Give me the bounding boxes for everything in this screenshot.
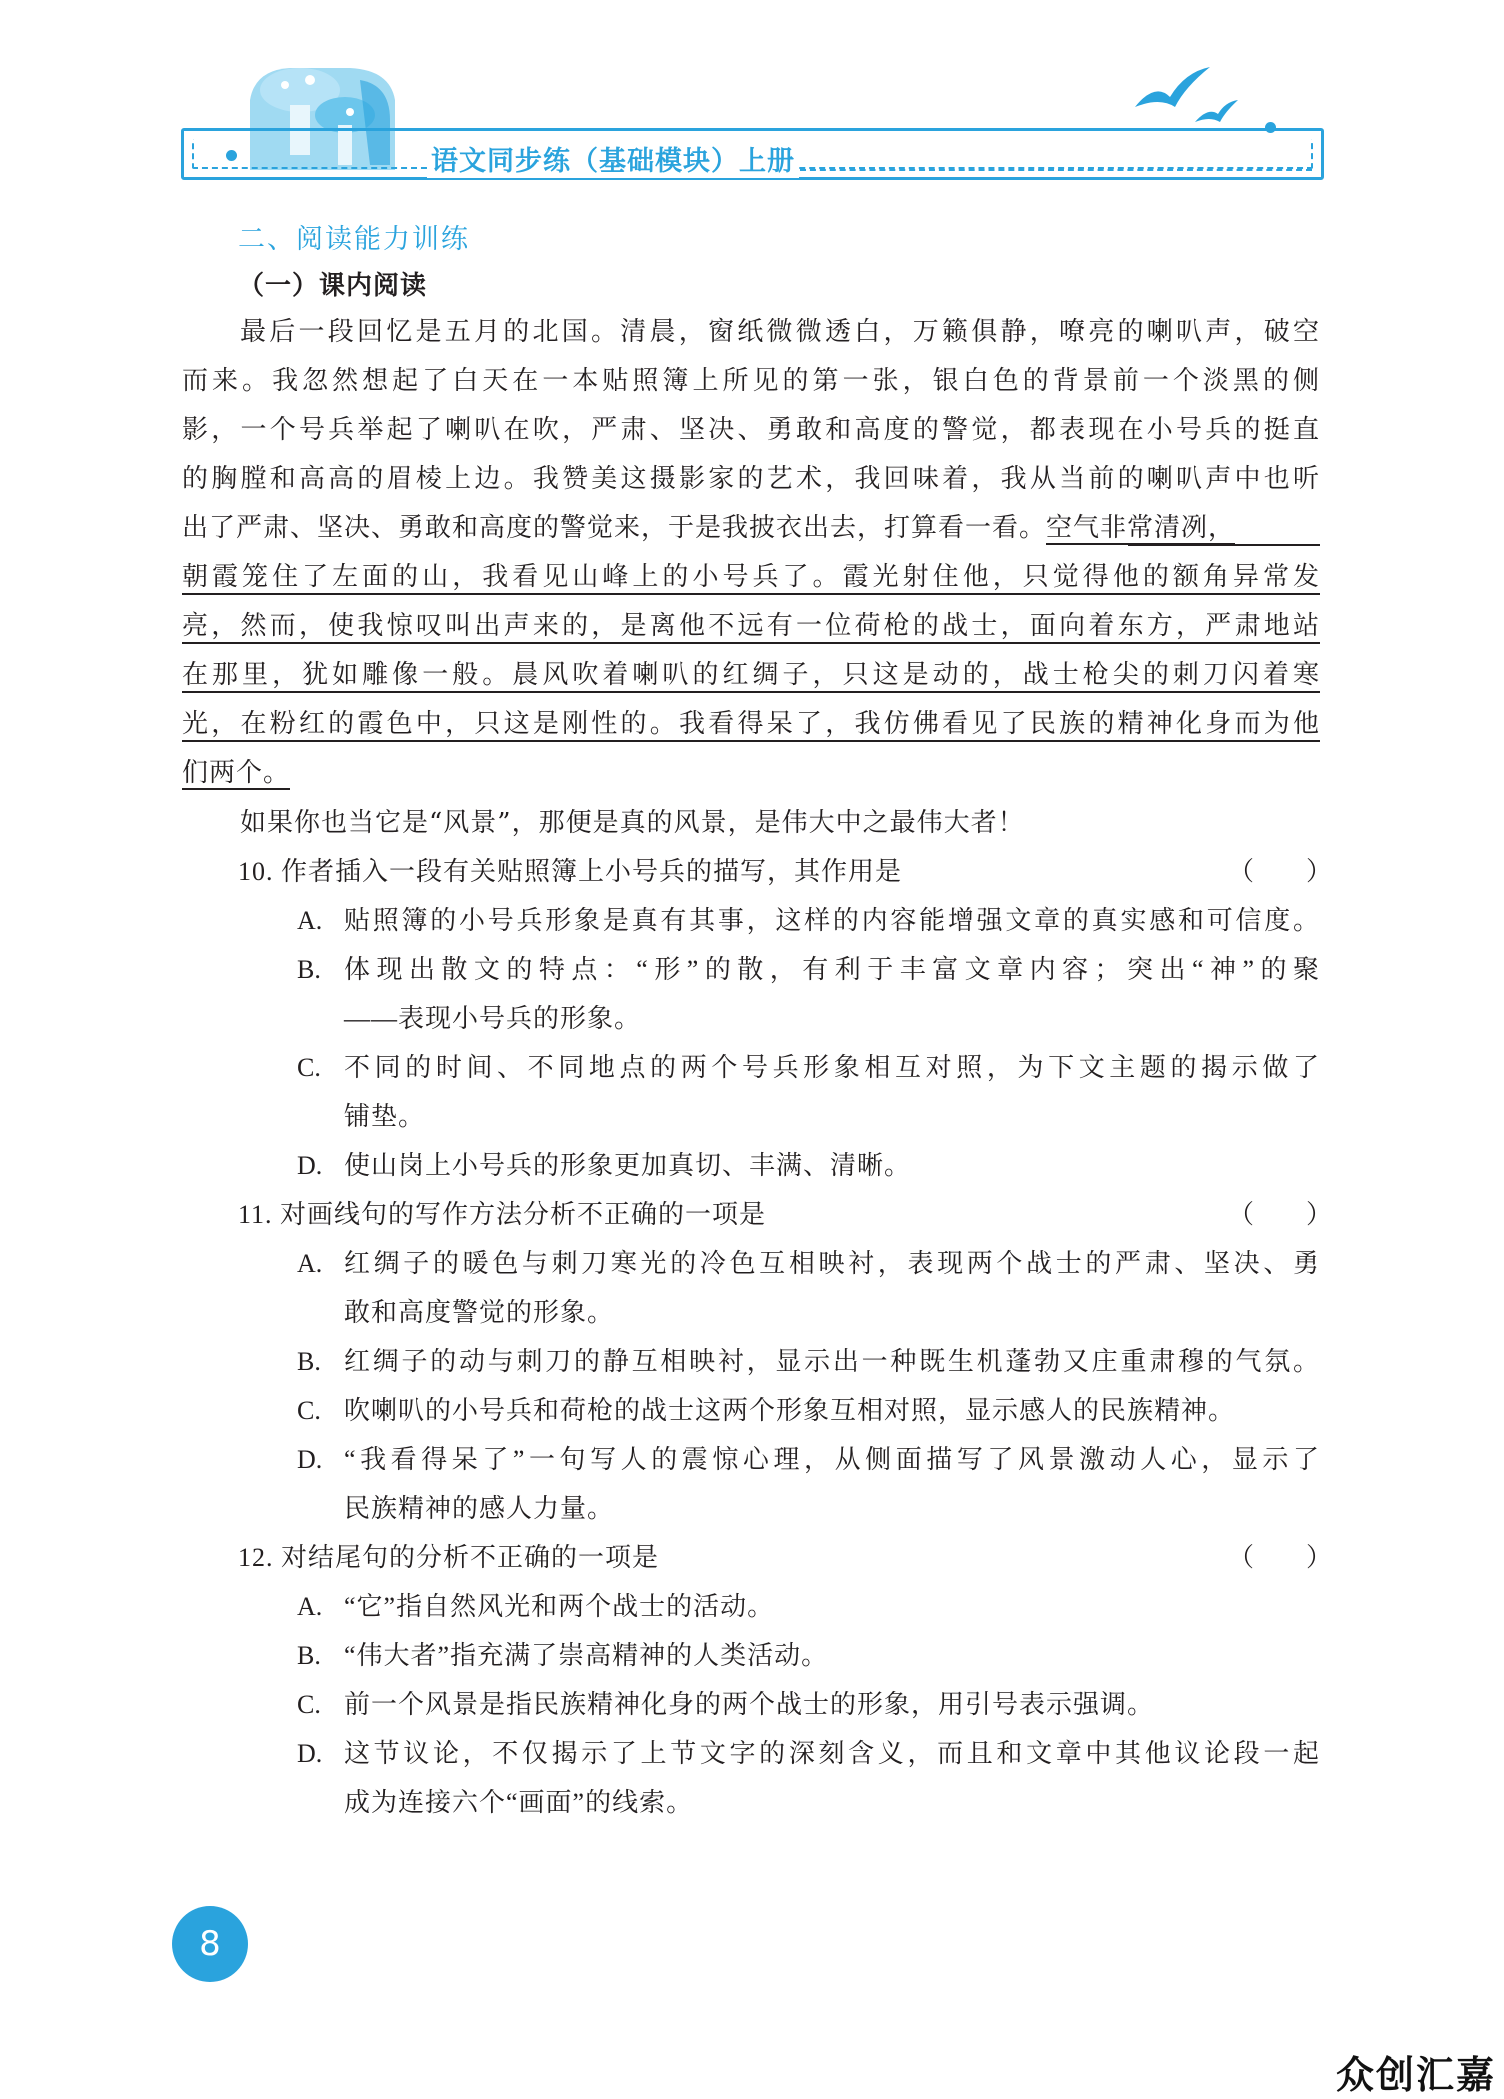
- option-text: 敢和高度警觉的形象。: [344, 1298, 615, 1327]
- title-rule: [800, 169, 1312, 171]
- option-label: B.: [297, 1641, 321, 1670]
- passage-line: 最后一段回忆是五月的北国。清晨，窗纸微微透白，万籁俱静，嘹亮的喇叭声，破空: [240, 317, 1320, 347]
- option-text: 民族精神的感人力量。: [344, 1494, 615, 1523]
- option-label: B.: [297, 1347, 321, 1376]
- option-text: 这节议论，不仅揭示了上节文字的深刻含义，而且和文章中其他议论段一起: [344, 1739, 1320, 1768]
- banner-dot-right: [1265, 122, 1276, 133]
- option-label: D.: [297, 1445, 323, 1474]
- option-text: “它”指自然风光和两个战士的活动。: [344, 1592, 775, 1621]
- underlined-sentence-start: 空气非常清冽，: [1046, 513, 1236, 543]
- underline-rule: [1128, 544, 1320, 546]
- passage-line-underlined: 亮，然而，使我惊叹叫出声来的，是离他不远有一位荷枪的战士，面向着东方，严肃地站: [182, 611, 1320, 641]
- passage-line: 影，一个号兵举起了喇叭在吹，严肃、坚决、勇敢和高度的警觉，都表现在小号兵的挺直: [182, 415, 1320, 445]
- banner-dot-left: [226, 150, 237, 161]
- question-number: 10.: [238, 857, 274, 886]
- passage-conclusion: 如果你也当它是“风景”，那便是真的风景，是伟大中之最伟大者！: [240, 808, 1025, 838]
- option-text: 红绸子的暖色与刺刀寒光的冷色互相映衬，表现两个战士的严肃、坚决、勇: [344, 1249, 1320, 1278]
- answer-blank[interactable]: （ ）: [1228, 1200, 1333, 1229]
- passage-line-underlined: 们两个。: [182, 758, 291, 788]
- question-stem: 10. 作者插入一段有关贴照簿上小号兵的描写，其作用是: [238, 857, 903, 886]
- option-label: A.: [297, 1249, 323, 1278]
- passage-line-underlined: 光，在粉红的霞色中，只这是刚性的。我看得呆了，我仿佛看见了民族的精神化身而为他: [182, 709, 1320, 739]
- option-text: 贴照簿的小号兵形象是真有其事，这样的内容能增强文章的真实感和可信度。: [344, 906, 1320, 935]
- subsection-title: （一）课内阅读: [238, 271, 428, 301]
- watermark: 众创汇嘉: [1336, 2053, 1497, 2097]
- option-text: 成为连接六个“画面”的线索。: [344, 1788, 694, 1817]
- page-header: [0, 0, 1504, 200]
- section-title: 二、阅读能力训练: [238, 224, 470, 255]
- underline-rule: [182, 740, 1320, 742]
- question-stem: 11. 对画线句的写作方法分析不正确的一项是: [238, 1200, 767, 1229]
- question-stem: 12. 对结尾句的分析不正确的一项是: [238, 1543, 660, 1572]
- underline-rule: [182, 642, 1320, 644]
- question-number: 11.: [238, 1200, 273, 1229]
- question-number: 12.: [238, 1543, 274, 1572]
- option-label: C.: [297, 1396, 321, 1425]
- book-title: 语文同步练（基础模块）上册: [427, 139, 799, 178]
- underline-rule: [182, 593, 1320, 595]
- seagulls-icon: [1130, 62, 1240, 132]
- option-text: 前一个风景是指民族精神化身的两个战士的形象，用引号表示强调。: [344, 1690, 1155, 1719]
- option-label: C.: [297, 1690, 321, 1719]
- option-text: 不同的时间、不同地点的两个号兵形象相互对照，为下文主题的揭示做了: [344, 1053, 1320, 1082]
- page-number-badge: 8: [172, 1906, 248, 1982]
- passage-line: 的胸膛和高高的眉棱上边。我赞美这摄影家的艺术，我回味着，我从当前的喇叭声中也听: [182, 464, 1320, 494]
- passage-line: 而来。我忽然想起了白天在一本贴照簿上所见的第一张，银白色的背景前一个淡黑的侧: [182, 366, 1320, 396]
- answer-blank[interactable]: （ ）: [1228, 857, 1333, 886]
- option-label: D.: [297, 1151, 323, 1180]
- option-label: D.: [297, 1739, 323, 1768]
- passage-line: 出了严肃、坚决、勇敢和高度的警觉来，于是我披衣出去，打算看一看。空气非常清冽，: [182, 513, 1236, 543]
- option-text: “我看得呆了”一句写人的震惊心理，从侧面描写了风景激动人心，显示了: [344, 1445, 1320, 1474]
- option-label: A.: [297, 1592, 323, 1621]
- answer-blank[interactable]: （ ）: [1228, 1543, 1333, 1572]
- option-label: A.: [297, 906, 323, 935]
- option-text: 体现出散文的特点：“形”的散，有利于丰富文章内容；突出“神”的聚: [344, 955, 1320, 984]
- option-text: “伟大者”指充满了崇高精神的人类活动。: [344, 1641, 829, 1670]
- option-text: 铺垫。: [344, 1102, 426, 1131]
- option-text: 使山岗上小号兵的形象更加真切、丰满、清晰。: [344, 1151, 912, 1180]
- passage-line-underlined: 在那里，犹如雕像一般。晨风吹着喇叭的红绸子，只这是动的，战士枪尖的刺刀闪着寒: [182, 660, 1320, 690]
- underline-rule: [182, 691, 1320, 693]
- option-label: B.: [297, 955, 321, 984]
- option-label: C.: [297, 1053, 321, 1082]
- option-text: ——表现小号兵的形象。: [344, 1004, 642, 1033]
- passage-line-underlined: 朝霞笼住了左面的山，我看见山峰上的小号兵了。霞光射住他，只觉得他的额角异常发: [182, 562, 1320, 592]
- option-text: 红绸子的动与刺刀的静互相映衬，显示出一种既生机蓬勃又庄重肃穆的气氛。: [344, 1347, 1320, 1376]
- option-text: 吹喇叭的小号兵和荷枪的战士这两个形象互相对照，显示感人的民族精神。: [344, 1396, 1236, 1425]
